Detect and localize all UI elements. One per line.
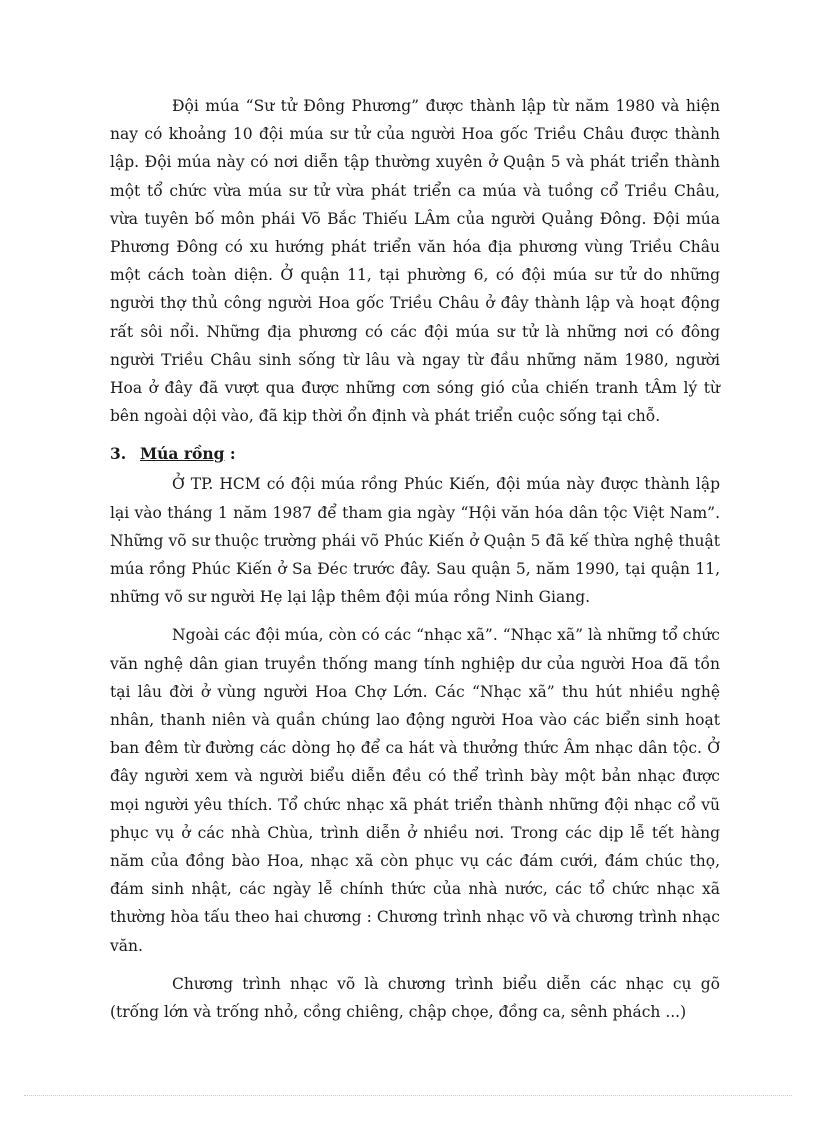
section-title: Múa rồng [140,444,225,464]
paragraph-dragon-dance: Ở TP. HCM có đội múa rồng Phúc Kiến, đội múa này được thành lập lại vào tháng 1 năm 1987 để tham gia ngày “Hội văn hóa dân tộc Việt Nam”. Những võ sư thuộc trường phái võ Phúc Kiến ở Quận 5 đã kế thừa nghệ thuật múa rồng Phúc Kiến ở Sa Đéc trước đây. Sau quận 5, năm 1990, tại quận 11, những võ sư người Hẹ lại lập thêm đội múa rồng Ninh Giang. [110,475,720,607]
document-page [110,92,720,1026]
section-title-suffix: : [224,444,236,464]
footer-divider [24,1095,792,1096]
paragraph-lion-dance-teams: Đội múa “Sư tử Đông Phương” được thành lập từ năm 1980 và hiện nay có khoảng 10 đội múa sư tử của người Hoa gốc Triều Châu được thành lập. Đội múa này có nơi diễn tập thường xuyên ở Quận 5 và phát triển thành một tổ chức vừa múa sư tử vừa phát triển ca múa và tuồng cổ Triều Châu, vừa tuyên bố môn phái Võ Bắc Thiếu LÂm của người Quảng Đông. Đội múa Phương Đông có xu hướng phát triển văn hóa địa phương vùng Triều Châu một cách toàn diện. Ở quận 11, tại phường 6, có đội múa sư tử do những người thợ thủ công người Hoa gốc Triều Châu ở đây thành lập và hoạt động rất sôi nổi. Những địa phương có các đội múa sư tử là những nơi có đông người Triều Châu sinh sống từ lâu và ngay từ đầu những năm 1980, người Hoa ở đây đã vượt qua được những cơn sóng gió của chiến tranh tÂm lý từ bên ngoài dội vào, đã kịp thời ổn định và phát triển cuộc sống tại chỗ. [110,97,720,426]
paragraph-music-societies: Ngoài các đội múa, còn có các “nhạc xã”. “Nhạc xã” là những tổ chức văn nghệ dân gian truyền thống mang tính nghiệp dư của người Hoa đã tồn tại lâu đời ở vùng người Hoa Chợ Lớn. Các “Nhạc xã” thu hút nhiều nghệ nhân, thanh niên và quần chúng lao động người Hoa vào các biển sinh hoạt ban đêm từ đường các dòng họ để ca hát và thưởng thức Âm nhạc dân tộc. Ở đây người xem và người biểu diễn đều có thể trình bày một bản nhạc được mọi người yêu thích. Tổ chức nhạc xã phát triển thành những đội nhạc cổ vũ phục vụ ở các nhà Chùa, trình diễn ở nhiều nơi. Trong các dịp lễ tết hàng năm của đồng bào Hoa, nhạc xã còn phục vụ các đám cưới, đám chúc thọ, đám sinh nhật, các ngày lễ chính thức của nhà nước, các tổ chức nhạc xã thường hòa tấu theo hai chương : Chương trình nhạc võ và chương trình nhạc văn. [110,626,720,955]
paragraph-martial-music: Chương trình nhạc võ là chương trình biểu diễn các nhạc cụ gõ (trống lớn và trống nhỏ, cồng chiêng, chập chọe, đồng ca, sênh phách ...) [110,974,720,1022]
section-number: 3. [110,444,127,464]
section-heading [110,440,720,468]
